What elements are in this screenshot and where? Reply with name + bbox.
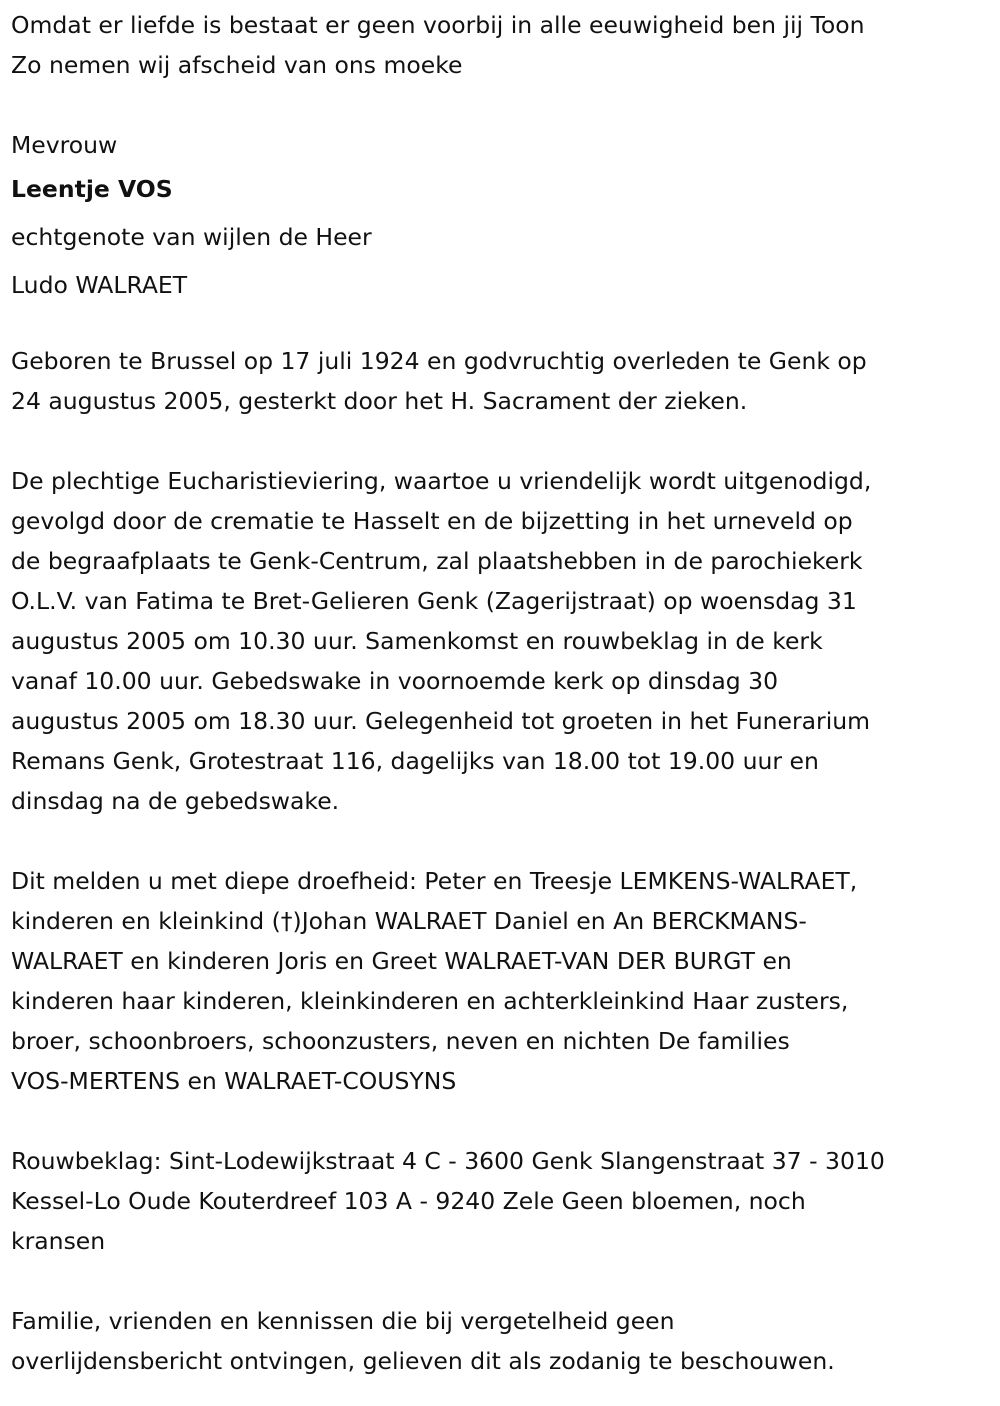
- text-line: vanaf 10.00 uur. Gebedswake in voornoemde kerk op dinsdag 30: [11, 667, 779, 695]
- text-line: Remans Genk, Grotestraat 116, dagelijks van 18.00 tot 19.00 uur en: [11, 747, 819, 775]
- text-line: augustus 2005 om 10.30 uur. Samenkomst en rouwbeklag in de kerk: [11, 627, 823, 655]
- text-line: gevolgd door de crematie te Hasselt en de bijzetting in het urneveld op: [11, 507, 853, 535]
- text-line: De plechtige Eucharistieviering, waartoe u vriendelijk wordt uitgenodigd,: [11, 467, 872, 495]
- ceremony-paragraph: [11, 461, 1000, 821]
- text-line: de begraafplaats te Genk-Centrum, zal plaatshebben in de parochiekerk: [11, 547, 863, 575]
- spouse-name: Ludo WALRAET: [11, 271, 188, 299]
- text-line: Omdat er liefde is bestaat er geen voorbij in alle eeuwigheid ben jij Toon: [11, 11, 865, 39]
- text-line: Rouwbeklag: Sint-Lodewijkstraat 4 C - 3600 Genk Slangenstraat 37 - 3010: [11, 1147, 885, 1175]
- text-line: augustus 2005 om 18.30 uur. Gelegenheid tot groeten in het Funerarium: [11, 707, 871, 735]
- text-line: WALRAET en kinderen Joris en Greet WALRAET-VAN DER BURGT en: [11, 947, 792, 975]
- condolences-paragraph: [11, 1141, 1000, 1261]
- text-line: broer, schoonbroers, schoonzusters, neven en nichten De families: [11, 1027, 790, 1055]
- text-line: VOS-MERTENS en WALRAET-COUSYNS: [11, 1067, 457, 1095]
- text-line: Familie, vrienden en kennissen die bij vergetelheid geen: [11, 1307, 675, 1335]
- text-line: Geboren te Brussel op 17 juli 1924 en godvruchtig overleden te Genk op: [11, 347, 867, 375]
- text-line: Zo nemen wij afscheid van ons moeke: [11, 51, 463, 79]
- deceased-block: [11, 125, 1000, 309]
- text-line: kinderen en kleinkind (†)Johan WALRAET Daniel en An BERCKMANS-: [11, 907, 807, 935]
- obituary-document: [11, 5, 1000, 1381]
- family-paragraph: [11, 861, 1000, 1101]
- text-line: kinderen haar kinderen, kleinkinderen en achterkleinkind Haar zusters,: [11, 987, 849, 1015]
- intro-paragraph: [11, 5, 1000, 85]
- text-line: overlijdensbericht ontvingen, gelieven dit als zodanig te beschouwen.: [11, 1347, 835, 1375]
- deceased-name: Leentje VOS: [11, 175, 173, 203]
- birth-death-paragraph: [11, 341, 1000, 421]
- text-line: O.L.V. van Fatima te Bret-Gelieren Genk (Zagerijstraat) op woensdag 31: [11, 587, 857, 615]
- text-line: 24 augustus 2005, gesterkt door het H. Sacrament der zieken.: [11, 387, 748, 415]
- text-line: dinsdag na de gebedswake.: [11, 787, 340, 815]
- text-line: Dit melden u met diepe droefheid: Peter en Treesje LEMKENS-WALRAET,: [11, 867, 858, 895]
- text-line: Kessel-Lo Oude Kouterdreef 103 A - 9240 Zele Geen bloemen, noch: [11, 1187, 806, 1215]
- text-line: kransen: [11, 1227, 106, 1255]
- deceased-relation: echtgenote van wijlen de Heer: [11, 223, 372, 251]
- closing-paragraph: [11, 1301, 1000, 1381]
- deceased-title: Mevrouw: [11, 131, 118, 159]
